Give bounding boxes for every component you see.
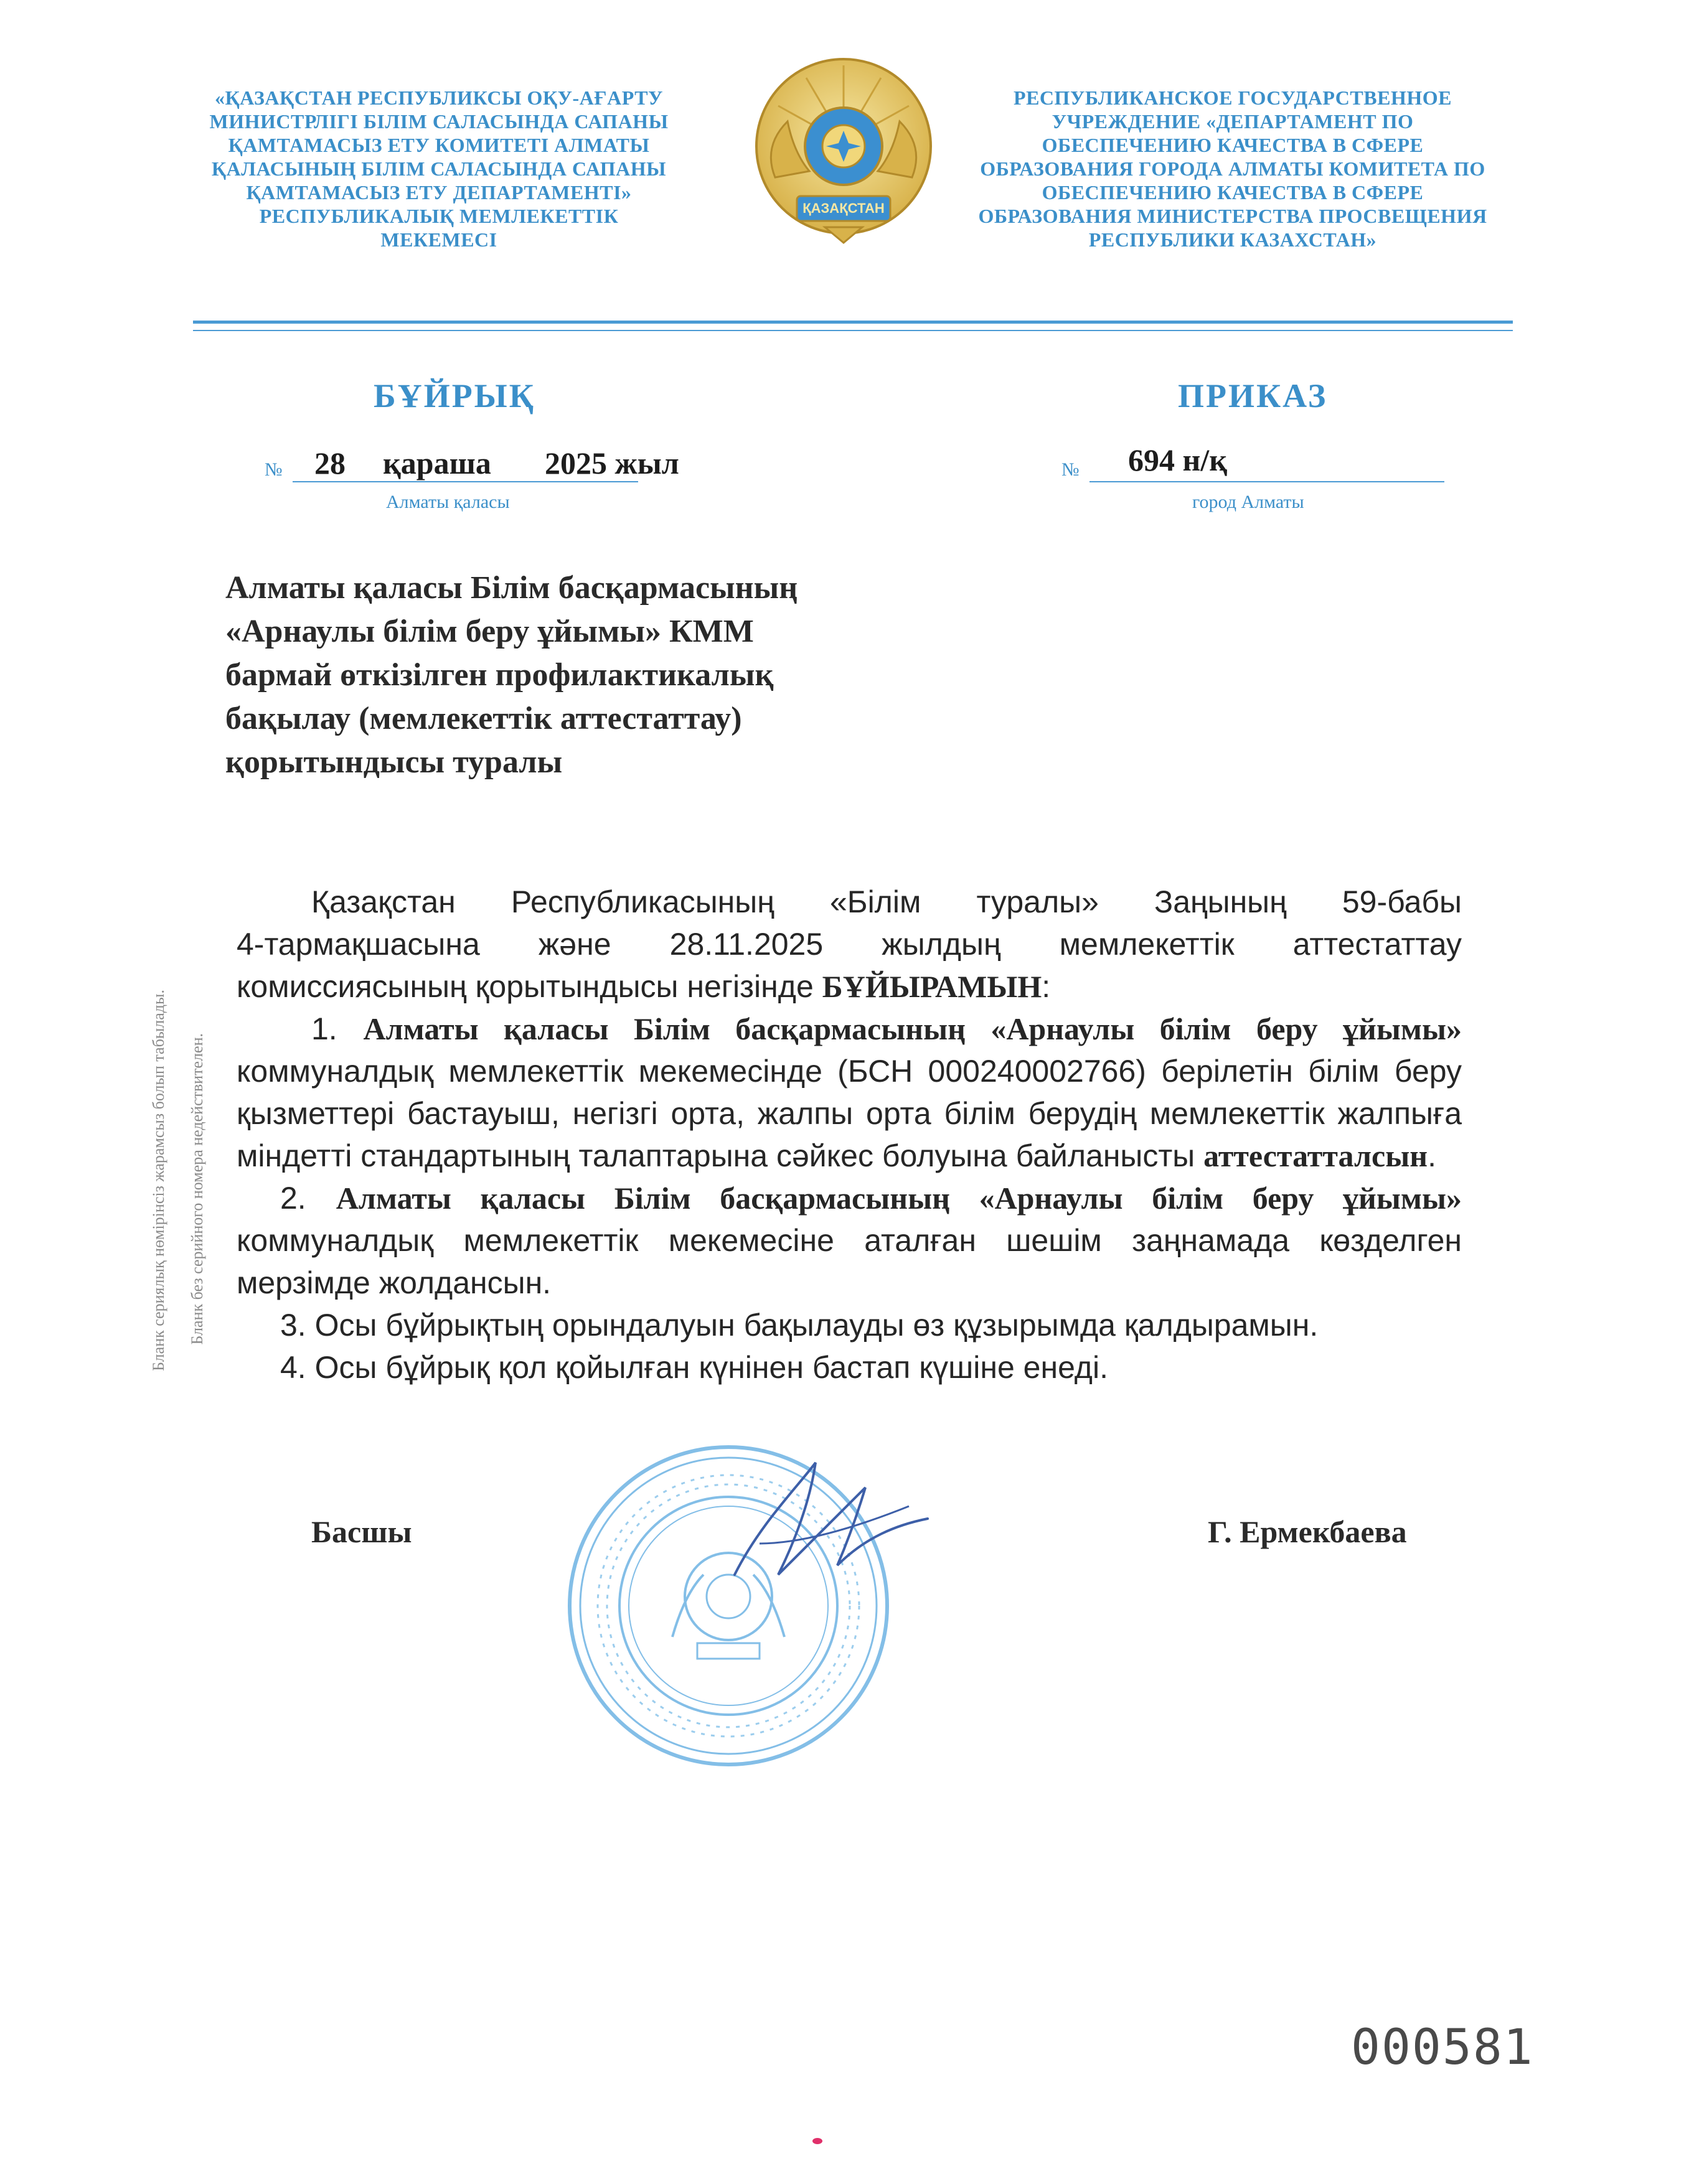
header-ru-line: ОБЕСПЕЧЕНИЮ КАЧЕСТВА В СФЕРЕ	[1042, 181, 1424, 204]
order-year: 2025 жыл	[545, 446, 679, 480]
number-sign: №	[265, 459, 283, 480]
item-decision: аттестатталсын	[1203, 1138, 1428, 1173]
header-ru-line: РЕСПУБЛИКИ КАЗАХСТАН»	[1088, 228, 1377, 251]
header-org-kz	[181, 86, 697, 251]
serial-number: 000581	[1351, 2020, 1534, 2076]
subject-line: қорытындысы туралы	[225, 744, 563, 780]
header-kz-line: «ҚАЗАҚСТАН РЕСПУБЛИКСЫ ОҚУ-АҒАРТУ	[214, 87, 664, 109]
signatory-position: Басшы	[311, 1514, 412, 1549]
intro-text: комиссиясының қорытындысы негізінде	[237, 969, 822, 1004]
subject-line: бақылау (мемлекеттік аттестаттау)	[225, 701, 742, 736]
item-text: коммуналдық мемлекеттік мекемесінде (БСН 000240002766) берілетін білім беру қызметтері бастауыш, негізгі орта, жалпы орта білім берудің мемлекеттік жалпыға міндетті стандартының талаптарына сәйкес болуына байланысты	[237, 1054, 1462, 1173]
margin-note-kz: Бланк сериялық нөмірінсіз жарамсыз болып табылады.	[149, 990, 167, 1371]
order-item-2	[237, 1177, 1462, 1304]
order-day: 28	[314, 446, 346, 480]
item-number: 2.	[280, 1181, 336, 1216]
header-ru-line: УЧРЕЖДЕНИЕ «ДЕПАРТАМЕНТ ПО	[1052, 110, 1414, 133]
header-kz-line: МЕКЕМЕСІ	[380, 228, 497, 251]
signatory-name: Г. Ермекбаева	[1208, 1514, 1407, 1549]
margin-note-ru: Бланк без серийного номера недействителен.	[188, 1033, 206, 1345]
item-number: 1.	[311, 1011, 364, 1046]
order-subject	[225, 566, 972, 784]
order-number: 694 н/қ	[1128, 443, 1228, 477]
item-organization: Алматы қаласы Білім басқармасының «Арнаулы білім беру ұйымы»	[363, 1011, 1462, 1046]
header-kz-line: ҚАМТАМАСЫЗ ЕТУ ДЕПАРТАМЕНТІ»	[246, 181, 632, 204]
intro-line	[237, 965, 1462, 1008]
header-ru-line: ОБЕСПЕЧЕНИЮ КАЧЕСТВА В СФЕРЕ	[1042, 134, 1424, 156]
header-divider-thin	[193, 330, 1513, 331]
item-end: .	[1428, 1138, 1436, 1173]
state-emblem-icon	[750, 53, 937, 252]
intro-line: 4-тармақшасына және 28.11.2025 жылдың мемлекеттік аттестаттау	[237, 927, 1462, 962]
intro-line: Қазақстан Республикасының «Білім туралы» Заңының 59-бабы	[311, 884, 1462, 919]
subject-line: «Арнаулы білім беру ұйымы» КММ	[225, 614, 754, 649]
document-title-ru: ПРИКАЗ	[1178, 377, 1328, 415]
order-body	[237, 881, 1462, 1389]
city-label-kz: Алматы қаласы	[386, 492, 510, 512]
order-month: қараша	[383, 446, 491, 480]
header-ru-line: ОБРАЗОВАНИЯ ГОРОДА АЛМАТЫ КОМИТЕТА ПО	[980, 157, 1485, 180]
emblem-label: ҚАЗАҚСТАН	[802, 200, 885, 216]
header-kz-line: ҚАЛАСЫНЫҢ БІЛІМ САЛАСЫНДА САПАНЫ	[211, 157, 667, 180]
item-organization: Алматы қаласы Білім басқармасының «Арнаулы білім беру ұйымы»	[336, 1181, 1462, 1216]
order-item-3: 3. Осы бұйрықтың орындалуын бақылауды өз құзырымда қалдырамын.	[280, 1308, 1319, 1343]
header-ru-line: ОБРАЗОВАНИЯ МИНИСТЕРСТВА ПРОСВЕЩЕНИЯ	[978, 205, 1487, 227]
number-sign: №	[1061, 459, 1080, 480]
number-underline	[1089, 481, 1444, 482]
subject-line: Алматы қаласы Білім басқармасының	[225, 570, 798, 606]
header-org-ru	[953, 86, 1513, 251]
ink-dot	[812, 2138, 822, 2144]
header-kz-line: РЕСПУБЛИКАЛЫҚ МЕМЛЕКЕТТІК	[259, 205, 619, 227]
signature-icon	[722, 1450, 934, 1593]
order-item-1	[237, 1008, 1462, 1177]
subject-line: бармай өткізілген профилактикалық	[225, 657, 774, 693]
order-directive: БҰЙЫРАМЫН	[822, 969, 1042, 1004]
header-divider-thick	[193, 321, 1513, 324]
header-kz-line: ҚАМТАМАСЫЗ ЕТУ КОМИТЕТІ АЛМАТЫ	[228, 134, 650, 156]
city-label-ru: город Алматы	[1192, 492, 1304, 512]
intro-colon: :	[1042, 969, 1051, 1004]
date-underline	[293, 481, 638, 482]
header-ru-line: РЕСПУБЛИКАНСКОЕ ГОСУДАРСТВЕННОЕ	[1014, 87, 1452, 109]
document-title-kz: БҰЙРЫҚ	[374, 377, 535, 415]
item-text: коммуналдық мемлекеттік мекемесіне аталған шешім заңнамада көзделген мерзімде жолдансын.	[237, 1223, 1462, 1300]
order-item-4: 4. Осы бұйрық қол қойылған күнінен бастап күшіне енеді.	[280, 1350, 1108, 1385]
header-kz-line: МИНИСТРЛІГІ БІЛІМ САЛАСЫНДА САПАНЫ	[209, 110, 669, 133]
